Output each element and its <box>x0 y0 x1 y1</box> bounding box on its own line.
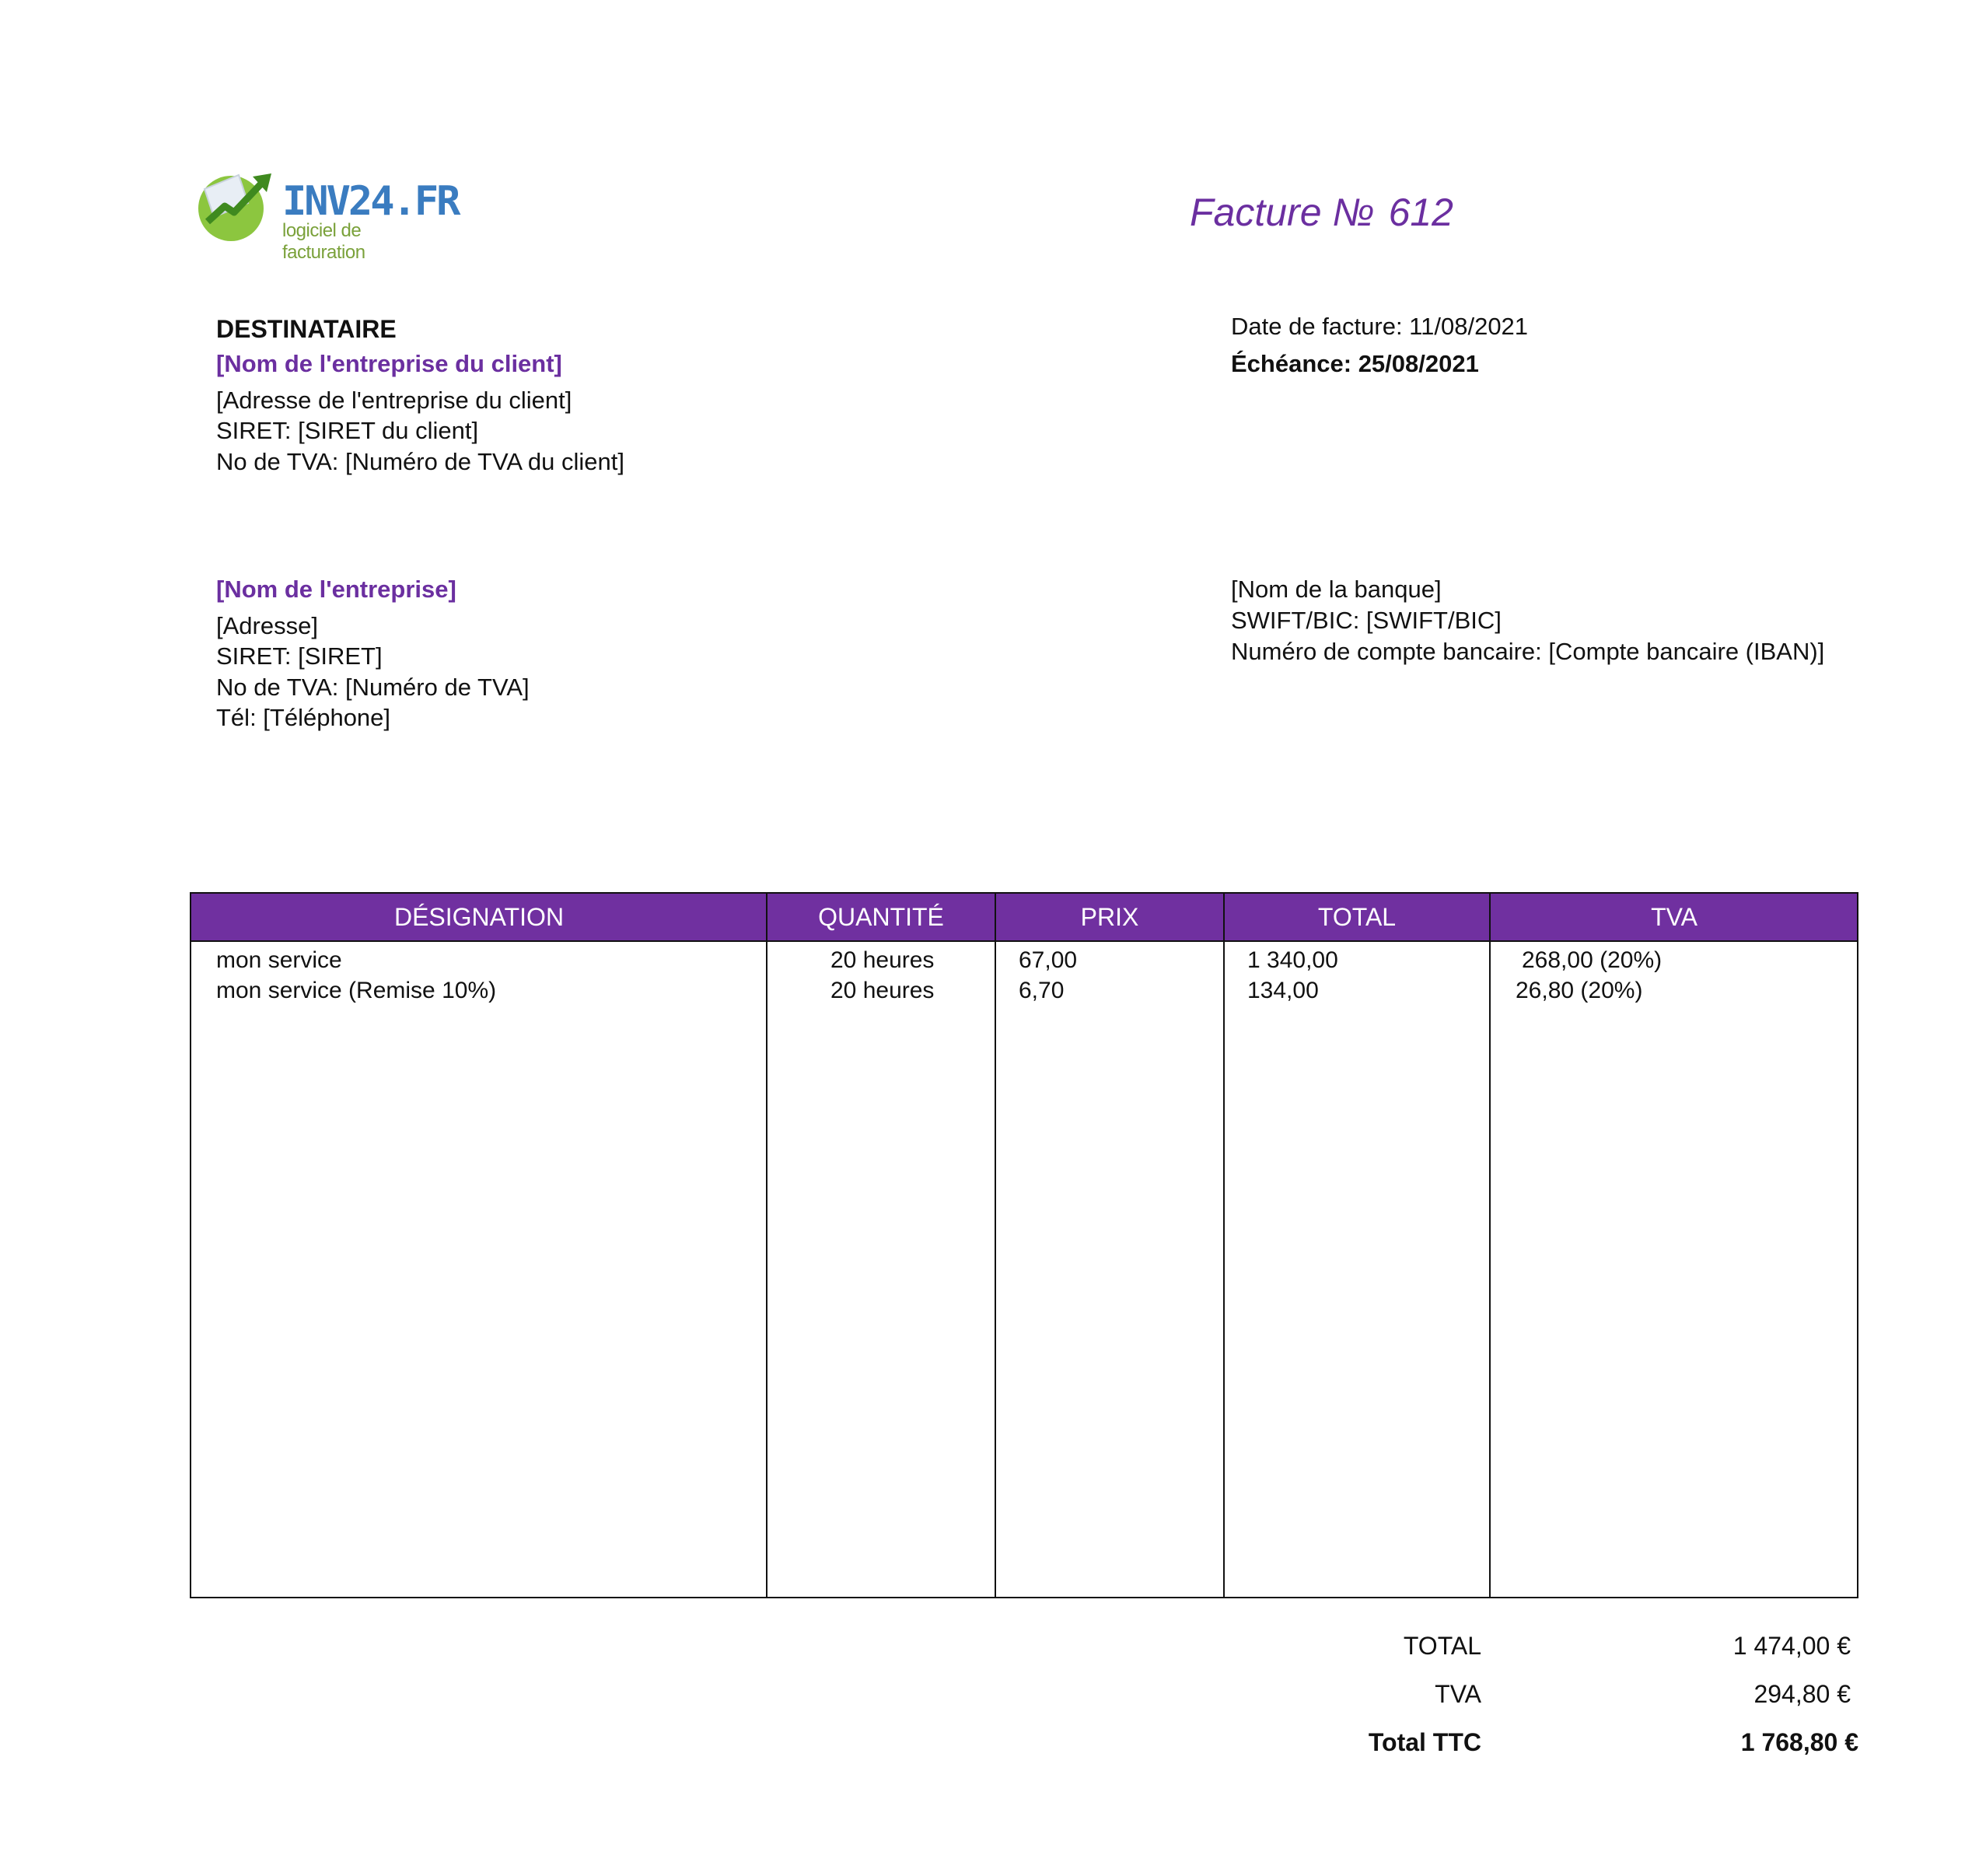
vat-total-label: TVA <box>1435 1680 1481 1708</box>
sender-vat: No de TVA: [Numéro de TVA] <box>216 674 530 701</box>
row-vat: 268,00 (20%) <box>1522 947 1663 973</box>
row-vat: 26,80 (20%) <box>1516 978 1643 1003</box>
header-designation: DÉSIGNATION <box>393 903 565 931</box>
row-total: 134,00 <box>1247 978 1319 1003</box>
bank-name: [Nom de la banque] <box>1231 576 1442 603</box>
row-price: 67,00 <box>1019 947 1078 973</box>
items-table <box>190 892 1858 1598</box>
sender-siret: SIRET: [SIRET] <box>216 642 383 670</box>
invoice-date: Date de facture: 11/08/2021 <box>1231 313 1529 340</box>
column-divider <box>1489 894 1491 1597</box>
sender-company: [Nom de l'entreprise] <box>216 576 456 603</box>
sender-address: [Adresse] <box>216 612 318 639</box>
header-vat: TVA <box>1651 903 1698 931</box>
ttc-value: 1 768,80 € <box>1740 1728 1858 1756</box>
recipient-vat: No de TVA: [Numéro de TVA du client] <box>216 448 624 475</box>
due-date: Échéance: 25/08/2021 <box>1231 350 1479 377</box>
sender-phone: Tél: [Téléphone] <box>216 704 391 731</box>
invoice-title <box>1190 190 1453 235</box>
row-price: 6,70 <box>1019 978 1065 1003</box>
recipient-heading: DESTINATAIRE <box>216 315 397 343</box>
total-label: TOTAL <box>1403 1632 1481 1660</box>
header-quantity: QUANTITÉ <box>818 903 944 931</box>
logo-text: INV24.FR <box>282 178 459 225</box>
column-divider <box>1223 894 1225 1597</box>
row-quantity: 20 heures <box>830 978 935 1003</box>
row-quantity: 20 heures <box>830 947 935 973</box>
total-value: 1 474,00 € <box>1732 1632 1851 1660</box>
invoice-number: 612 <box>1388 191 1453 234</box>
bank-account: Numéro de compte bancaire: [Compte bancaire (IBAN)] <box>1231 638 1825 665</box>
header-price: PRIX <box>1080 903 1139 931</box>
column-divider <box>766 894 767 1597</box>
logo-tagline: logiciel de facturation <box>282 220 365 263</box>
invoice-title-label: Facture № <box>1190 191 1375 234</box>
logo-icon <box>191 166 276 243</box>
recipient-siret: SIRET: [SIRET du client] <box>216 417 479 444</box>
row-designation: mon service <box>216 947 342 973</box>
vat-total-value: 294,80 € <box>1753 1680 1851 1708</box>
header-total: TOTAL <box>1317 903 1397 931</box>
recipient-address: [Adresse de l'entreprise du client] <box>216 387 572 414</box>
bank-swift: SWIFT/BIC: [SWIFT/BIC] <box>1231 607 1502 634</box>
column-divider <box>995 894 996 1597</box>
table-header <box>191 894 1857 942</box>
ttc-label: Total TTC <box>1368 1728 1481 1756</box>
recipient-company: [Nom de l'entreprise du client] <box>216 350 562 377</box>
row-designation: mon service (Remise 10%) <box>216 978 497 1003</box>
row-total: 1 340,00 <box>1247 947 1338 973</box>
company-logo <box>191 166 459 263</box>
